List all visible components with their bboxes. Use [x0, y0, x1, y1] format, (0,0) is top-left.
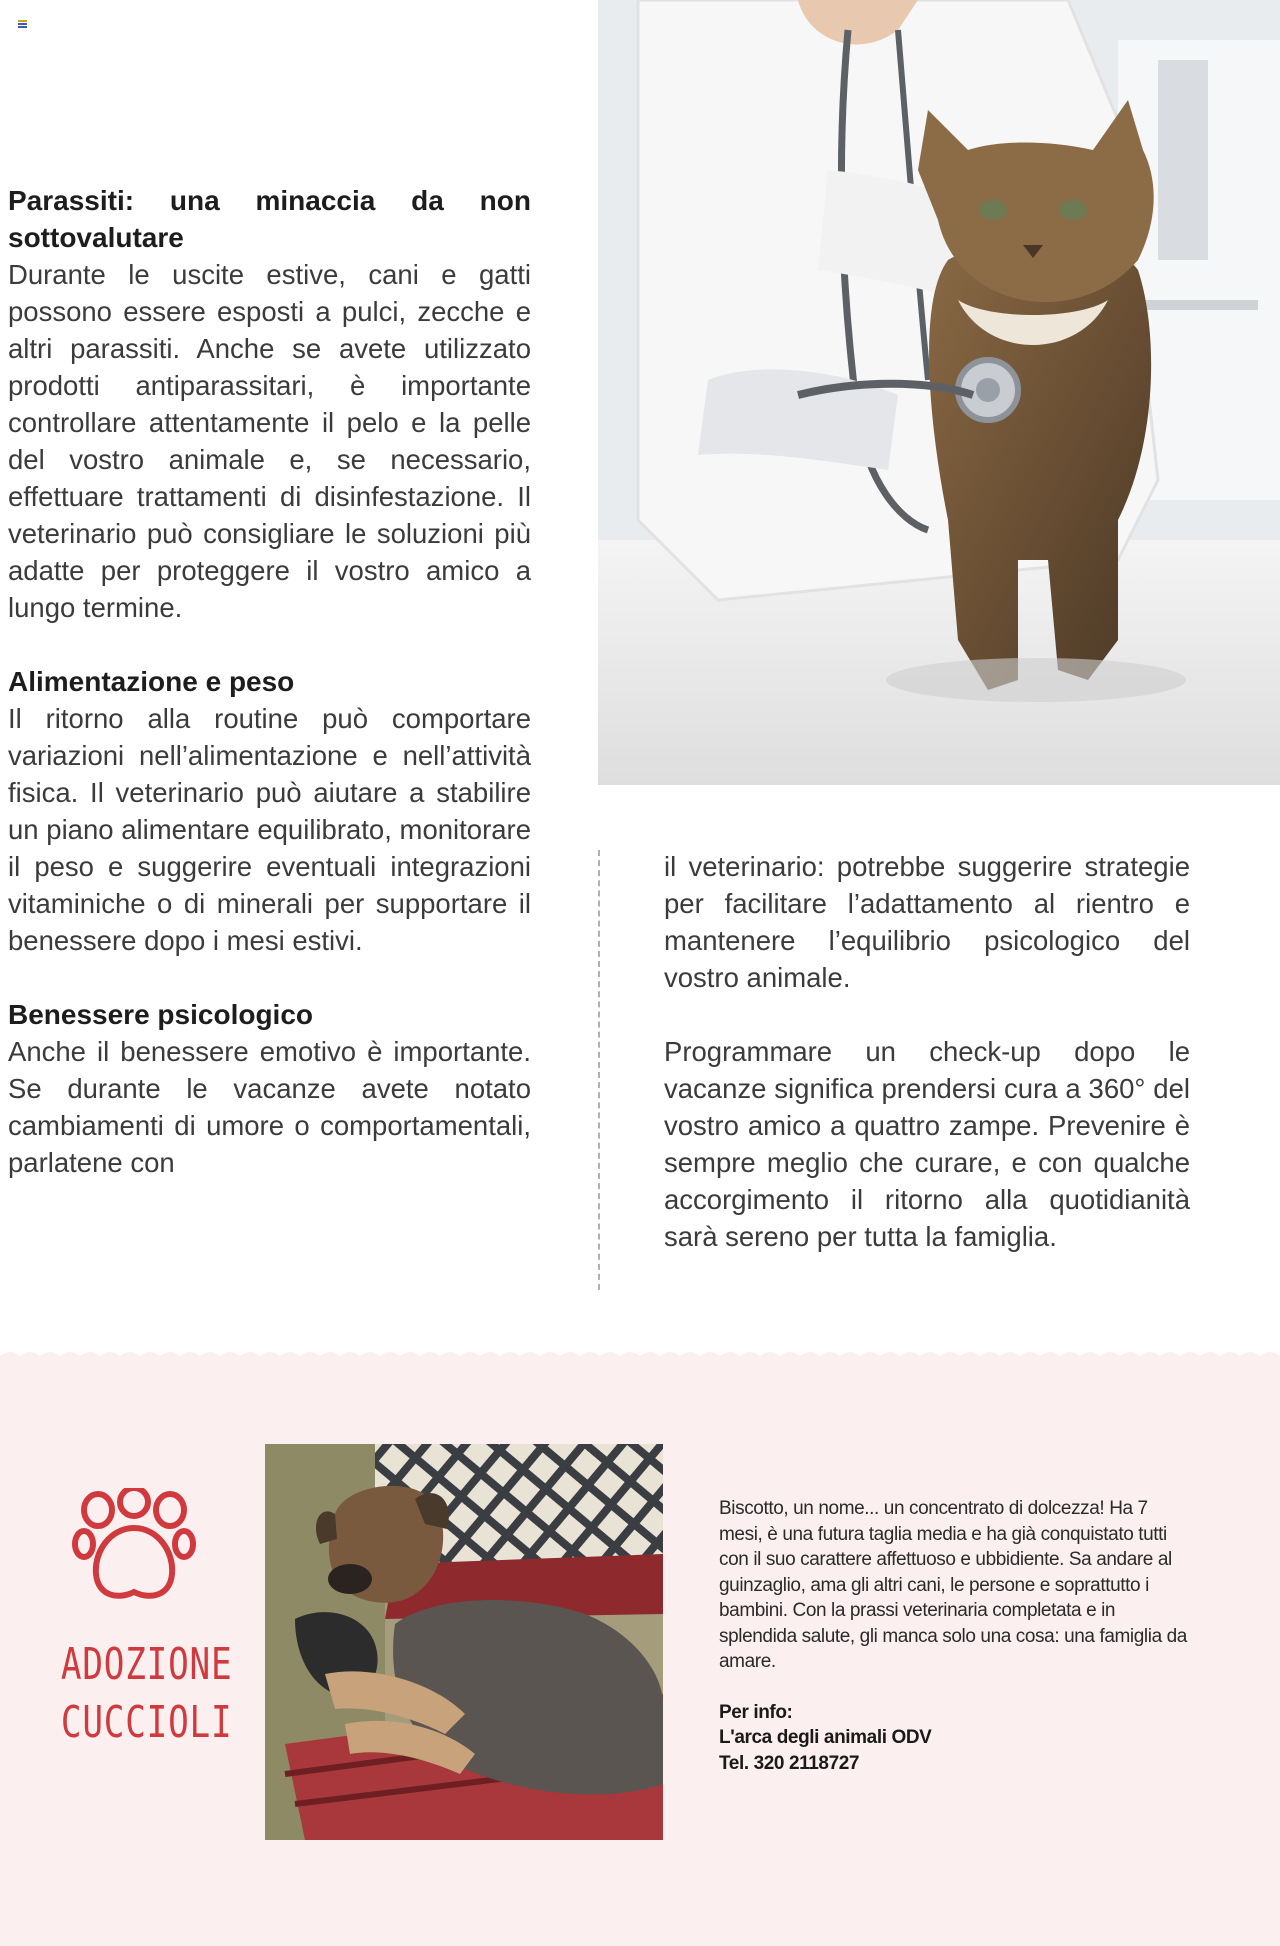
parassiti-paragraph: Durante le uscite estive, cani e gatti possono essere esposti a pulci, zecche e altri parassiti. Anche se avete utilizzato prodotti antiparassitari, è importante controllare attentamente il pelo e la pelle del vostro animale e, se necessario, effettuare trattamenti di disinfestazione. Il veterinario può consigliare le soluzioni più adatte per proteggere il vostro amico a lungo termine.: [8, 259, 531, 623]
paw-icon: [72, 1488, 196, 1608]
alimentazione-heading: Alimentazione e peso: [8, 666, 295, 697]
adoption-description: Biscotto, un nome... un concentrato di dolcezza! Ha 7 mesi, è una futura taglia media e ha già conquistato tutti con il suo carattere affettuoso e ubbidiente. Sa andare al guinzaglio, ama gli altri cani, le persone e soprattutto i bambini. Con la prassi veterinaria completata e in splendida salute, gli manca solo una cosa: una famiglia da amare.: [719, 1498, 1187, 1672]
adoption-text: [719, 1496, 1189, 1776]
adoption-title-line1: ADOZIONE: [60, 1639, 233, 1690]
info-organization: L'arca degli animali ODV: [719, 1727, 932, 1748]
adoption-title: [60, 1636, 233, 1752]
adoption-title-line2: CUCCIOLI: [60, 1697, 233, 1748]
adoption-section: [0, 1348, 1280, 1946]
info-phone: Tel. 320 2118727: [719, 1752, 860, 1774]
dog-photo: [265, 1444, 663, 1840]
left-column: [8, 182, 531, 1218]
right-column: [664, 848, 1190, 1292]
checkup-paragraph: Programmare un check-up dopo le vacanze significa prendersi cura a 360° del vostro amico a quattro zampe. Prevenire è sempre meglio che curare, e con qualche accorgimento il ritorno alla quotidianità sarà sereno per tutta la famiglia.: [664, 1036, 1190, 1252]
parassiti-heading: Parassiti: una minaccia da non sottovalutare: [8, 185, 531, 253]
info-label: Per info:: [719, 1701, 793, 1723]
scalloped-edge: [0, 1348, 1280, 1364]
vet-cat-photo: [598, 0, 1280, 785]
column-divider: [598, 850, 600, 1290]
adoption-contact: [719, 1700, 1189, 1777]
benessere-heading: Benessere psicologico: [8, 999, 314, 1030]
flag-icon: [18, 20, 27, 28]
benessere-paragraph: Anche il benessere emotivo è importante. Se durante le vacanze avete notato cambiamenti di umore o comportamentali, parlatene con: [8, 1036, 531, 1178]
alimentazione-paragraph: Il ritorno alla routine può comportare variazioni nell’alimentazione e nell’attività fisica. Il veterinario può aiutare a stabilire un piano alimentare equilibrato, monitorare il peso e suggerire eventuali integrazioni vitaminiche o di minerali per supportare il benessere dopo i mesi estivi.: [8, 703, 531, 956]
benessere-continued: il veterinario: potrebbe suggerire strategie per facilitare l’adattamento al rientro e mantenere l’equilibrio psicologico del vostro animale.: [664, 851, 1190, 993]
